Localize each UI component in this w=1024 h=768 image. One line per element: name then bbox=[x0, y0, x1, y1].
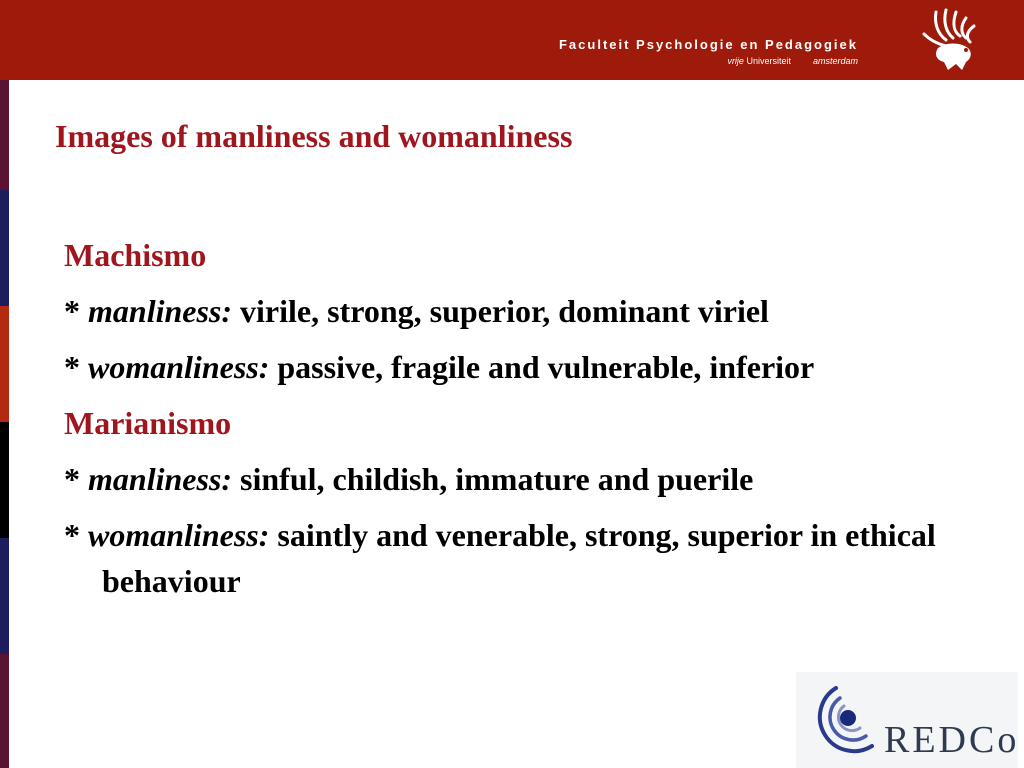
header-bar bbox=[0, 0, 1024, 80]
bullet-text: saintly and venerable, strong, superior in ethical behaviour bbox=[102, 517, 936, 599]
bullet-text: passive, fragile and vulnerable, inferior bbox=[269, 349, 815, 385]
redco-swirl-icon bbox=[802, 676, 884, 766]
slide-title: Images of manliness and womanliness bbox=[55, 118, 573, 154]
redco-logo bbox=[796, 672, 1018, 768]
bullet-marker: * bbox=[64, 461, 88, 497]
universiteit-label: Universiteit bbox=[746, 56, 791, 66]
bullet-marker: * bbox=[64, 349, 88, 385]
bullet-term: manliness: bbox=[88, 293, 233, 329]
bullet-text: sinful, childish, immature and puerile bbox=[232, 461, 754, 497]
bullet-item bbox=[64, 456, 964, 502]
section-heading-marianismo: Marianismo bbox=[64, 405, 232, 441]
bullet-term: womanliness: bbox=[88, 517, 270, 553]
university-line bbox=[727, 56, 858, 66]
amsterdam-label: amsterdam bbox=[812, 56, 858, 66]
vrije-label: vrije bbox=[727, 56, 744, 66]
bullet-term: manliness: bbox=[88, 461, 233, 497]
bullet-marker: * bbox=[64, 293, 88, 329]
vu-griffin-icon bbox=[916, 4, 982, 74]
bullet-marker: * bbox=[64, 517, 88, 553]
bullet-item bbox=[64, 344, 964, 390]
bullet-text: virile, strong, superior, dominant viriel bbox=[232, 293, 769, 329]
slide-content bbox=[64, 232, 964, 614]
left-color-stripe bbox=[0, 80, 9, 768]
section-heading-machismo: Machismo bbox=[64, 237, 207, 273]
faculty-name: Faculteit Psychologie en Pedagogiek bbox=[558, 37, 858, 52]
bullet-item bbox=[64, 288, 964, 334]
redco-wordmark: REDCo bbox=[884, 719, 1020, 761]
bullet-term: womanliness: bbox=[88, 349, 270, 385]
bullet-item bbox=[64, 512, 964, 604]
